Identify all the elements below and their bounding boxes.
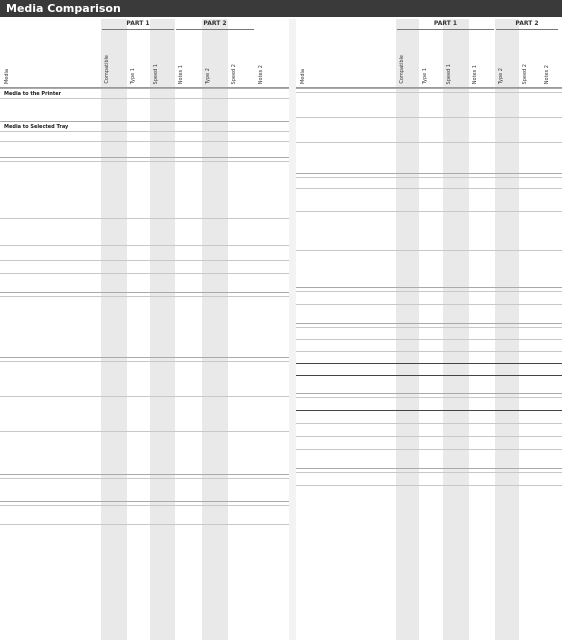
column-header: Type 1 — [130, 67, 136, 84]
left-comparison-table — [0, 19, 289, 640]
column-header: Notes 2 — [258, 64, 264, 84]
table-row — [0, 245, 289, 260]
table-row — [0, 273, 289, 286]
table-row — [296, 449, 562, 462]
table-header — [296, 19, 562, 88]
column-header: Speed 1 — [153, 63, 159, 84]
section-title: Media to Selected Tray — [4, 124, 69, 130]
section-header — [0, 88, 289, 98]
column-header: Compatible — [399, 55, 405, 84]
column-header: Notes 1 — [178, 64, 184, 84]
table-body — [0, 88, 289, 553]
column-header: Media — [4, 68, 10, 84]
table-row — [296, 363, 562, 375]
column-header: Type 2 — [205, 67, 211, 84]
table-row — [296, 423, 562, 436]
table-row — [296, 142, 562, 167]
column-header: Speed 1 — [446, 63, 452, 84]
table-row — [296, 327, 562, 339]
section-spacer — [296, 498, 562, 504]
column-header: Media — [300, 68, 306, 84]
table-row — [0, 478, 289, 495]
table-row — [296, 177, 562, 188]
table-body — [296, 88, 562, 504]
table-row — [296, 397, 562, 410]
table-row — [0, 296, 289, 351]
table-row — [0, 361, 289, 396]
table-header — [0, 19, 289, 88]
table-row — [0, 396, 289, 431]
table-row — [0, 98, 289, 115]
table-row — [296, 92, 562, 117]
table-row — [0, 161, 289, 218]
right-comparison-table — [296, 19, 562, 640]
column-group-label: PART 2 — [515, 20, 539, 27]
table-row — [296, 291, 562, 304]
column-header: Speed 2 — [231, 63, 237, 84]
table-row — [0, 131, 289, 141]
column-group-label: PART 2 — [203, 20, 227, 27]
section-title: Media to the Printer — [4, 91, 62, 97]
table-row — [296, 211, 562, 250]
column-header: Speed 2 — [522, 63, 528, 84]
table-row — [0, 505, 289, 524]
column-header: Type 1 — [422, 67, 428, 84]
column-group-rule — [397, 29, 494, 30]
table-row — [296, 485, 562, 498]
column-group-rule — [176, 29, 254, 30]
table-row — [296, 375, 562, 387]
table-row — [296, 436, 562, 449]
table-row — [296, 410, 562, 423]
table-row — [0, 260, 289, 273]
table-row — [0, 218, 289, 245]
column-group-rule — [102, 29, 174, 30]
table-row — [296, 188, 562, 211]
column-group-label: PART 1 — [126, 20, 150, 27]
table-row — [296, 339, 562, 351]
column-group-rule — [496, 29, 558, 30]
table-row — [296, 472, 562, 485]
column-header: Compatible — [104, 55, 110, 84]
table-row — [0, 141, 289, 151]
table-row — [296, 351, 562, 363]
page-title: Media Comparison — [0, 0, 562, 17]
column-header: Notes 1 — [472, 64, 478, 84]
column-header: Type 2 — [498, 67, 504, 84]
table-row — [0, 524, 289, 547]
column-header: Notes 2 — [544, 64, 550, 84]
table-row — [296, 117, 562, 142]
column-gutter — [289, 19, 296, 640]
table-row — [296, 250, 562, 281]
table-row — [0, 431, 289, 468]
column-group-label: PART 1 — [433, 20, 458, 27]
section-spacer — [0, 547, 289, 553]
section-header — [0, 121, 289, 131]
table-row — [296, 304, 562, 317]
